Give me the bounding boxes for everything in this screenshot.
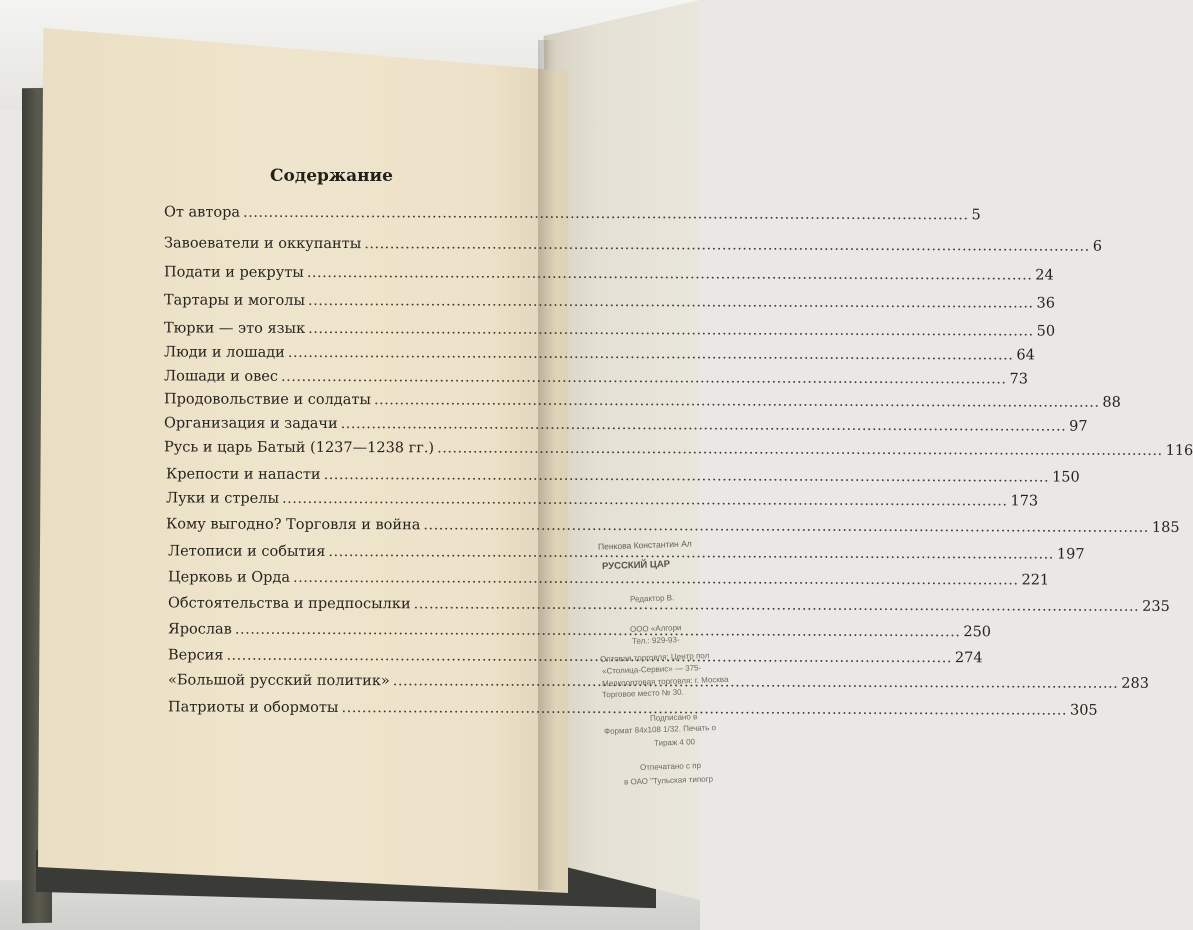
imprint-line: Формат 84x108 1/32. Печать о — [603, 723, 717, 736]
toc-leader — [423, 517, 1149, 536]
toc-entry-title: Версия — [167, 647, 224, 664]
toc-entry-page: 235 — [1142, 598, 1170, 615]
page-gutter — [538, 40, 556, 890]
imprint-line: Мелкооптовая торговля: г. Москва — [601, 674, 729, 689]
toc-entry-title: Организация и задачи — [163, 415, 338, 433]
toc-entry-page: 36 — [1036, 295, 1056, 312]
toc-leader — [235, 622, 961, 641]
toc-leader — [293, 570, 1019, 589]
toc-entry-page: 88 — [1102, 394, 1121, 411]
toc-leader — [308, 293, 1034, 312]
imprint-book-title: РУССКИЙ ЦАР — [601, 558, 671, 573]
toc-entry-title: Ярослав — [167, 621, 232, 638]
toc-leader — [281, 369, 1007, 388]
toc-leader — [364, 236, 1090, 255]
toc-entry-title: Церковь и Орда — [167, 569, 291, 586]
toc-leader — [243, 205, 969, 224]
toc-leader — [282, 491, 1008, 510]
toc-entry-title: Тартары и моголы — [163, 292, 306, 309]
toc-entry-page: 197 — [1056, 546, 1085, 563]
toc-entry — [163, 204, 981, 224]
toc-entry — [165, 466, 1080, 486]
imprint-line: Торговое место № 30. — [601, 687, 684, 700]
toc-entry-title: Обстоятельства и предпосылки — [167, 595, 411, 613]
toc-entry — [165, 490, 1039, 510]
imprint-line: Подписано в — [649, 712, 698, 723]
toc-entry-title: Русь и царь Батый (1237—1238 гг.) — [163, 439, 435, 457]
toc-entry-title: «Большой русский политик» — [167, 672, 390, 690]
imprint-line: Редактор В. — [629, 593, 675, 604]
toc-entry-title: Подати и рекруты — [163, 264, 304, 281]
toc-entry-page: 221 — [1021, 572, 1050, 589]
toc-entry-title: Луки и стрелы — [165, 490, 280, 507]
imprint-line: Отпечатано с пр — [639, 760, 702, 773]
toc-entry-title: Патриоты и обормоты — [167, 699, 339, 716]
toc-leader — [341, 700, 1067, 719]
toc-entry-page: 283 — [1121, 675, 1150, 692]
toc-entry-title: Тюрки — это язык — [163, 320, 306, 337]
toc-entry-title: Летописи и события — [167, 543, 326, 560]
toc-entry — [163, 235, 1103, 255]
toc-leader — [324, 467, 1050, 486]
toc-entry-page: 64 — [1016, 347, 1035, 364]
toc-leader — [414, 596, 1140, 615]
toc-entry — [163, 391, 1121, 411]
toc-entry-page: 5 — [971, 207, 981, 224]
imprint-line: в ОАО "Тульская типогр — [623, 774, 714, 787]
toc-entry-title: Лошади и овес — [163, 368, 279, 385]
toc-leader — [308, 321, 1034, 340]
toc-entry — [163, 415, 1088, 435]
toc-entry-page: 250 — [963, 624, 992, 641]
toc-leader — [374, 392, 1100, 411]
toc-entry-page: 24 — [1035, 267, 1054, 284]
toc-entry-page: 173 — [1010, 493, 1039, 510]
contents-title: Содержание — [270, 166, 393, 186]
toc-entry-title: Завоеватели и оккупанты — [163, 235, 362, 253]
imprint-line: ООО «Алгори — [629, 623, 682, 634]
toc-entry-title: Люди и лошади — [163, 344, 285, 361]
toc-entry-page: 73 — [1009, 371, 1029, 388]
toc-leader — [307, 265, 1033, 284]
toc-entry — [163, 320, 1056, 340]
toc-entry — [163, 264, 1054, 284]
toc-entry-page: 97 — [1069, 418, 1088, 435]
imprint-line: Тираж 4 00 — [653, 737, 696, 748]
toc-entry-title: Продовольствие и солдаты — [163, 391, 371, 409]
toc-entry — [163, 344, 1035, 364]
toc-leader — [437, 440, 1163, 459]
contents-page — [38, 28, 568, 893]
toc-entry — [165, 516, 1180, 536]
imprint-author: Пенкова Константин Ал — [597, 538, 692, 552]
toc-entry-page: 116 — [1165, 442, 1193, 459]
toc-entry-title: Крепости и напасти — [165, 466, 321, 483]
toc-entry-title: От автора — [163, 204, 241, 221]
toc-entry-page: 305 — [1069, 702, 1098, 719]
toc-entry-title: Кому выгодно? Торговля и война — [165, 516, 421, 534]
toc-leader — [341, 416, 1067, 435]
toc-entry — [163, 439, 1193, 459]
toc-leader — [226, 648, 952, 667]
toc-entry-page: 50 — [1036, 323, 1056, 340]
toc-leader — [288, 345, 1014, 364]
toc-entry-page: 150 — [1052, 469, 1080, 486]
imprint-line: Оптовая торговля: Центр пол — [599, 651, 710, 664]
toc-entry-page: 185 — [1151, 519, 1180, 536]
toc-leader — [393, 673, 1119, 692]
toc-entry — [163, 292, 1056, 312]
toc-entry-page: 274 — [954, 650, 983, 667]
toc-entry-page: 6 — [1092, 238, 1103, 255]
toc-entry — [163, 368, 1029, 388]
imprint-line: «Столица-Сервис» — 375- — [601, 663, 702, 676]
toc-entry — [167, 569, 1050, 589]
imprint-line: Тел.: 929-93- — [631, 635, 680, 646]
